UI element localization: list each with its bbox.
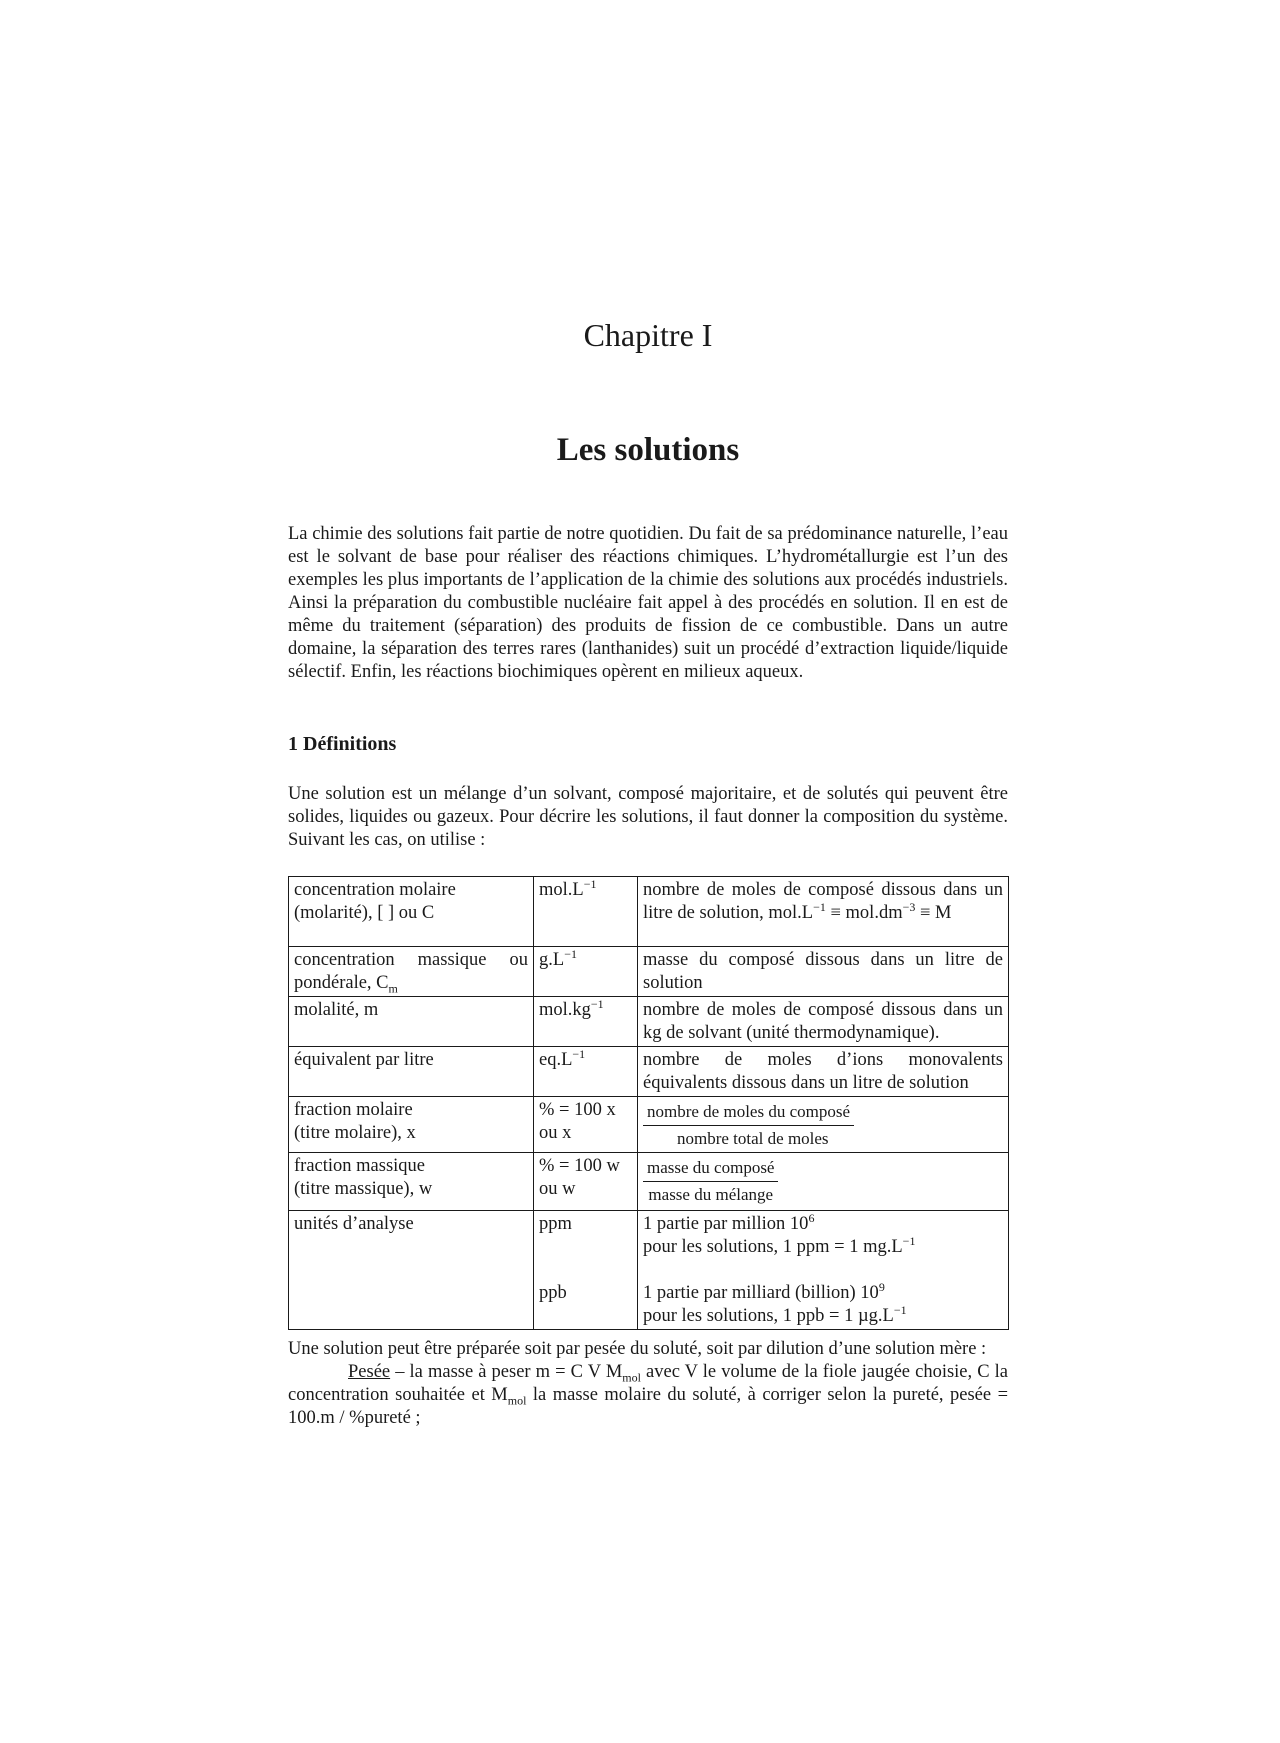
table-row <box>289 1153 1009 1211</box>
table-cell-description: nombre de moles de composé dissous dans un kg de solvant (unité thermodynamique). <box>638 997 1009 1047</box>
table-cell-unit: $g.L^{-1}$ <box>534 947 638 997</box>
table-cell-unit: $mol.kg^{-1}$ <box>534 997 638 1047</box>
section-heading: 1 Définitions <box>288 733 397 755</box>
table-row <box>289 877 1009 947</box>
table-cell-description: masse du composé dissous dans un litre de solution <box>638 947 1009 997</box>
fraction-formula: $\frac{\text{masse du composé}}{\text{masse du mélange}}$ <box>643 1157 778 1206</box>
table-row <box>289 947 1009 997</box>
table-row <box>289 1097 1009 1153</box>
table-cell-name: concentration massique ou pondérale, $C_m$ <box>289 947 534 997</box>
table-cell-unit: $mol.L^{-1}$ <box>534 877 638 947</box>
fraction-formula: $\frac{\text{nombre de moles du composé}}{\text{nombre total de moles}}$ <box>643 1101 854 1150</box>
table-cell-unit: % = 100 x ou x <box>534 1097 638 1153</box>
table-row <box>289 997 1009 1047</box>
table-cell-name: équivalent par litre <box>289 1047 534 1097</box>
pesee-paragraph: Pesée – la masse à peser m = C V $M_{mol}$ avec V le volume de la fiole jaugée choisie, C la concentration souhaitée et $M_{mol}$ la masse molaire du soluté, à corriger selon la pureté, pesée = 100.m / %pureté ; <box>288 1362 1009 1428</box>
table-cell-name: fraction molaire (titre molaire), x <box>289 1097 534 1153</box>
table-row <box>289 1047 1009 1097</box>
table-cell-description: nombre de moles de composé dissous dans un litre de solution, $mol.L^{-1} \equiv mol.dm^{-3} \equiv M$ <box>638 877 1009 947</box>
table-cell-unit: ppm ppb <box>534 1211 638 1330</box>
table-cell-unit: $eq.L^{-1}$ <box>534 1047 638 1097</box>
table-cell-fraction <box>638 1153 1009 1211</box>
table-cell-fraction <box>638 1097 1009 1153</box>
definition-paragraph: Une solution est un mélange d’un solvant, composé majoritaire, et de solutés qui peuvent être solides, liquides ou gazeux. Pour décrire les solutions, il faut donner la composition du système. Suivant les cas, on utilise : <box>288 784 1008 850</box>
table-cell-name: unités d’analyse <box>289 1211 534 1330</box>
intro-paragraph: La chimie des solutions fait partie de notre quotidien. Du fait de sa prédominance naturelle, l’eau est le solvant de base pour réaliser des réactions chimiques. L’hydrométallurgie est l’un des exemples les plus importants de l’application de la chimie des solutions aux procédés industriels. Ainsi la préparation du combustible nucléaire fait appel à des procédés en solution. Il en est de même du traitement (séparation) des produits de fission de ce combustible. Dans un autre domaine, la séparation des terres rares (lanthanides) suit un procédé d’extraction liquide/liquide sélectif. Enfin, les réactions biochimiques opèrent en milieux aqueux. <box>288 524 1008 682</box>
page-title: Les solutions <box>556 432 740 468</box>
pesee-label: Pesée <box>348 1362 391 1382</box>
preparation-paragraph <box>288 1338 1008 1430</box>
table-cell-name: molalité, m <box>289 997 534 1047</box>
table-cell-description: nombre de moles d’ions monovalents équivalents dissous dans un litre de solution <box>638 1047 1009 1097</box>
preparation-text: Une solution peut être préparée soit par pesée du soluté, soit par dilution d’une solution mère : <box>288 1339 987 1359</box>
table-row <box>289 1211 1009 1330</box>
table-cell-description: 1 partie par million $10^6$ pour les solutions, 1 ppm = 1 $mg.L^{-1}$ 1 partie par milliard (billion) $10^9$ pour les solutions, 1 ppb = 1 $\mu g.L^{-1}$ <box>638 1211 1009 1330</box>
definitions-table <box>288 876 1009 1330</box>
table-cell-name: concentration molaire (molarité), [ ] ou C <box>289 877 534 947</box>
table-cell-unit: % = 100 w ou w <box>534 1153 638 1211</box>
chapter-label: Chapitre I <box>583 317 713 353</box>
table-cell-name: fraction massique (titre massique), w <box>289 1153 534 1211</box>
